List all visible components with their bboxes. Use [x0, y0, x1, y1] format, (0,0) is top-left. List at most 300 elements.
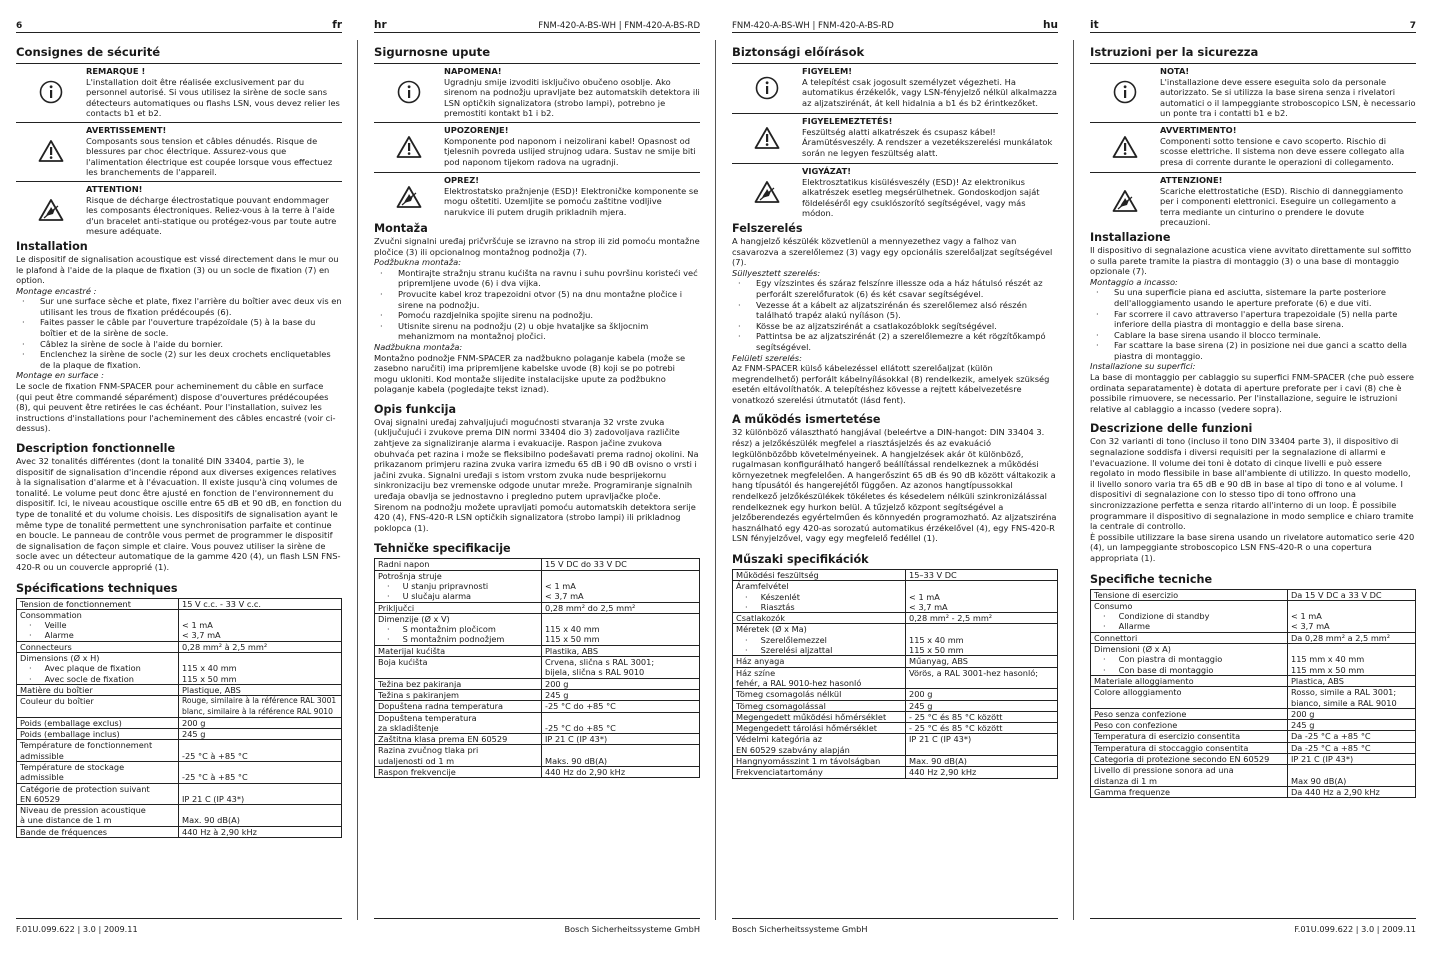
table-cell: · U stanju pripravnosti: [375, 581, 542, 591]
paragraph: A hangjelző készülék közvetlenül a mennyezethez vagy a falhoz van csavarozva a szerelőlemez (3) vagy egy opcionális szerelőaljzat segítségével (7).: [732, 235, 1053, 268]
footer-doc-id: F.01U.099.622 | 3.0 | 2009.11: [1294, 924, 1416, 934]
table-row: [17, 826, 342, 837]
table-cell: Frekvenciatartomány: [733, 767, 906, 778]
list-item: · Su una superficie piana ed asciutta, sistemare la parte posteriore dell'alloggiamento usando le aperture preforate (6) e due viti.: [1090, 287, 1416, 308]
warning-triangle-icon: [16, 125, 86, 178]
table-row: [1091, 632, 1416, 643]
table-cell: 245 g: [1288, 720, 1416, 731]
table-cell: < 1 mA: [1288, 611, 1416, 621]
table-row: [375, 745, 700, 767]
table-cell: [906, 581, 1058, 592]
table-cell: Categoria di protezione secondo EN 60529: [1091, 754, 1288, 765]
table-cell: 115 x 40 mm: [542, 624, 700, 634]
subheading: Installazione su superfici:: [1090, 361, 1196, 372]
list-item: · Faites passer le câble par l'ouverture trapézoïdale (5) à la base du boîtier et de la sirène de socle.: [16, 317, 342, 338]
section-title-safety: Istruzioni per la sicurezza: [1090, 45, 1259, 59]
table-cell: Rosso, simile a RAL 3001; bianco, simile a RAL 9010: [1288, 687, 1416, 709]
table-row: [1091, 786, 1416, 797]
table-cell: Težina s pakiranjem: [375, 689, 542, 700]
notice-title: REMARQUE !: [86, 66, 146, 76]
bullet-list: [732, 278, 1058, 352]
table-row: [733, 656, 1058, 667]
warning-triangle-icon: [374, 125, 444, 169]
table-cell: 0,28 mm² à 2,5 mm²: [179, 641, 342, 652]
notice-note: [1090, 63, 1416, 119]
list-item: · Egy vízszintes és száraz felszínre illessze oda a ház hátulsó részét az perforált szerelőfuratok (6) és két csavar segítségével.: [732, 278, 1058, 299]
paragraph: Le socle de fixation FNM-SPACER pour acheminement du câble en surface (qui peut être commandé séparément) dispose d'ouvertures prédécoupées (8), qui peuvent être retirées le cas échéant. Pour l'installation, suivez les instructions d'installations pour l'acheminement des câbles encastré (voir ci-dessus).: [16, 381, 336, 434]
table-cell: Potrošnja struje: [375, 570, 542, 581]
table-row: [1091, 665, 1416, 676]
list-item: · Provucite kabel kroz trapezoidni otvor (5) na dnu montažne pločice i sirene na podnožju.: [374, 289, 700, 310]
table-row: [17, 653, 342, 664]
table-cell: 115 mm x 50 mm: [1288, 665, 1416, 676]
section-title-description: Description fonctionnelle: [16, 442, 176, 455]
specs-table: [732, 569, 1058, 779]
paragraph: Le dispositif de signalisation acoustique est vissé directement dans le mur ou le plafond à l'aide de la plaque de fixation (3) ou un socle de fixation (7) en option.: [16, 253, 339, 286]
bullet-list: [374, 268, 700, 342]
info-icon: [16, 66, 86, 119]
table-cell: Poids (emballage exclus): [17, 717, 179, 728]
paragraph: Il dispositivo di segnalazione acustica viene avvitato direttamente sul soffitto o sulla parete tramite la piastra di montaggio (3) o una base di montaggio opzionale (7).: [1090, 244, 1412, 277]
list-item: · Câblez la sirène de socle à l'aide du bornier.: [16, 339, 342, 350]
notice-title: FIGYELEM!: [802, 66, 853, 76]
table-cell: Műanyag, ABS: [906, 656, 1058, 667]
notice-text: Komponente pod naponom i neizolirani kabel! Opasnost od tjelesnih povreda uslijed strujnog udara. Sustav ne smije biti pod naponom tijekom radova na ugradnji.: [444, 135, 696, 167]
section-title-description: Opis funkcija: [374, 402, 456, 416]
notice-text: A telepítést csak jogosult személyzet végezheti. Ha automatikus érzékelők, vagy LSN-fényjelző nélkül alkalmazza az aljzatszirénát, át kell hidalnia a b1 és b2 érintkezőket.: [802, 76, 1057, 108]
list-item: · Utisnite sirenu na podnožju (2) u obje hvataljke sa škljocnim mehanizmom na montažnoj pločici.: [374, 321, 700, 342]
column-it: [1090, 14, 1416, 942]
table-row: [17, 598, 342, 609]
column-divider: [357, 40, 358, 920]
table-cell: Poids (emballage inclus): [17, 729, 179, 740]
model-numbers: FNM-420-A-BS-WH | FNM-420-A-BS-RD: [732, 21, 894, 31]
table-row: [17, 805, 342, 827]
notice-title: NOTA!: [1160, 66, 1190, 76]
table-cell: < 1 mA: [906, 592, 1058, 602]
table-cell: · S montažnim pločicom: [375, 624, 542, 634]
table-cell: Tension de fonctionnement: [17, 598, 179, 609]
table-row: [17, 729, 342, 740]
table-cell: -25 °C do +85 °C: [542, 712, 700, 734]
table-cell: Peso senza confezione: [1091, 708, 1288, 719]
table-cell: Áramfelvétel: [733, 581, 906, 592]
table-cell: Crvena, slična s RAL 3001; bijela, slična s RAL 9010: [542, 657, 700, 679]
table-row: [375, 657, 700, 679]
table-row: [733, 592, 1058, 602]
table-row: [733, 689, 1058, 700]
subheading: Montage en surface :: [16, 370, 104, 381]
table-row: [733, 645, 1058, 656]
table-cell: Gamma frequenze: [1091, 786, 1288, 797]
table-cell: [1288, 644, 1416, 655]
table-cell: 115 x 50 mm: [542, 634, 700, 645]
table-row: [1091, 742, 1416, 753]
table-cell: · Riasztás: [733, 602, 906, 613]
table-cell: IP 21 C (IP 43*): [179, 783, 342, 805]
table-row: [375, 678, 700, 689]
language-code: hu: [1043, 19, 1058, 31]
info-icon: [374, 66, 444, 119]
esd-warning-icon: [732, 166, 802, 219]
subheading: Montage encastré :: [16, 285, 97, 296]
table-cell: Température de fonctionnement admissible: [17, 740, 179, 762]
table-cell: [542, 570, 700, 581]
table-cell: [542, 613, 700, 624]
table-cell: 15 V c.c. - 33 V c.c.: [179, 598, 342, 609]
table-cell: Dopuštena temperatura za skladištenje: [375, 712, 542, 734]
table-cell: Radni napon: [375, 559, 542, 570]
table-cell: Dopuštena radna temperatura: [375, 701, 542, 712]
table-cell: Niveau de pression acoustique à une distance de 1 m: [17, 805, 179, 827]
table-cell: 115 mm x 40 mm: [1288, 654, 1416, 664]
table-row: [375, 634, 700, 645]
paragraph: Sirenom na podnožju možete upravljati pomoću automatskih detektora serije 420 (4), FNS-420-R LSN optičkih signalizatora (strobo lampi) ili prikladnog poklopca (1).: [374, 501, 696, 533]
table-cell: [179, 653, 342, 664]
table-cell: Température de stockage admissible: [17, 761, 179, 783]
notice-title: AVERTISSEMENT!: [86, 124, 167, 135]
notice-caution: [1090, 172, 1416, 228]
table-cell: Megengedett működési hőmérséklet: [733, 711, 906, 722]
table-row: [375, 613, 700, 624]
paragraph: Montažno podnožje FNM-SPACER za nadžbukno polaganje kabela (može se zasebno naručiti) ima pripremljene kabelske uvode (8) koji se po potrebi mogu ukloniti. Kod montaže slijedite instalacijske upute za podžbukno polaganje kabela (pogledajte tekst iznad).: [374, 352, 686, 395]
table-cell: 200 g: [906, 689, 1058, 700]
paragraph: 32 különböző választható hangjával (beleértve a DIN-hangot: DIN 33404 3. rész) a jelzőkészülék megfelel a riasztásjelzés és az evakuáció legkülönbözőbb követelményeinek. A hangjelzések akár öt különböző, rugalmasan konfigurálható hangerő beállítással rendelkeznek a működési környezetnek megfelelően. A hangerőszint 65 dB és 90 dB között váltakozik a hang típusától és hangerejétől függően. Az azonos hangtípussokkal rendelkező jelzőkészülékek tökéletes és késedelem nélküli szinkronizálással rendelkeznek egy hurkon belül. A tűzjelző központ segítségével a jelzőberendezés egyértelműen és könnyedén programozható. Az aljzatsziréna használható egy 420-as sorozatú automatikus érzékelővel (4), egy FNS-420-R LSN fényjelzővel, vagy egy megfelelő fedéllel (1).: [732, 427, 1057, 544]
table-cell: < 3,7 mA: [1288, 621, 1416, 632]
table-row: [17, 641, 342, 652]
table-cell: Csatlakozók: [733, 613, 906, 624]
table-cell: < 1 mA: [542, 581, 700, 591]
footer-company: Bosch Sicherheitssysteme GmbH: [732, 924, 868, 934]
section-title-specs: Spécifications techniques: [16, 581, 178, 595]
model-numbers: FNM-420-A-BS-WH | FNM-420-A-BS-RD: [538, 21, 700, 31]
bullet-list: [1090, 287, 1416, 361]
table-cell: Dimensions (Ø x H): [17, 653, 179, 664]
page-footer: [16, 918, 342, 934]
table-cell: < 3,7 mA: [179, 630, 342, 641]
table-cell: 0,28 mm² do 2,5 mm²: [542, 602, 700, 613]
table-row: [17, 620, 342, 630]
table-row: [375, 701, 700, 712]
esd-warning-icon: [374, 175, 444, 219]
notice-title: FIGYELEMEZTETÉS!: [802, 116, 893, 126]
table-row: [733, 624, 1058, 635]
table-cell: Dimenzije (Ø x V): [375, 613, 542, 624]
table-cell: Raspon frekvencije: [375, 767, 542, 778]
table-cell: Max 90 dB(A): [1288, 765, 1416, 787]
table-row: [375, 581, 700, 591]
table-cell: Ház színe fehér, a RAL 9010-hez hasonló: [733, 667, 906, 689]
bullet-list: [16, 296, 342, 370]
table-cell: 200 g: [542, 678, 700, 689]
table-cell: 15 V DC do 33 V DC: [542, 559, 700, 570]
paragraph: Az FNM-SPACER külső kábelezéssel ellátott szerelőaljzat (külön megrendelhető) perforált kábelnyílásokkal (8) rendelkezik, amelyek szükség esetén eltávolíthatók. A telepítéshez kövesse a rejtett kábelvezetésre vonatkozó szerelési útmutatót (lásd fent).: [732, 363, 1050, 405]
table-row: [733, 613, 1058, 624]
table-cell: Hangnyomásszint 1 m távolságban: [733, 756, 906, 767]
table-cell: Da -25 °C a +85 °C: [1288, 742, 1416, 753]
table-row: [733, 711, 1058, 722]
subheading: Podžbukna montaža:: [374, 257, 461, 268]
table-cell: · Avec socle de fixation: [17, 674, 179, 685]
table-row: [375, 689, 700, 700]
table-row: [375, 559, 700, 570]
table-cell: Livello di pressione sonora ad una distanza di 1 m: [1091, 765, 1288, 787]
table-row: [733, 602, 1058, 613]
section-title-specs: Műszaki specifikációk: [732, 553, 869, 566]
table-row: [1091, 600, 1416, 611]
table-row: [375, 570, 700, 581]
notice-warning: [732, 113, 1058, 160]
table-cell: · Alarme: [17, 630, 179, 641]
section-title-safety: Biztonsági előírások: [732, 45, 865, 59]
info-icon: [1090, 66, 1160, 119]
notice-text: Feszültség alatti alkatrészek és csupasz kábel! Áramütésveszély. A rendszer a vezetékszerelési munkálatok során ne legyen feszültség alatt.: [802, 126, 1053, 158]
notice-title: NAPOMENA!: [444, 66, 502, 76]
table-cell: Védelmi kategória az EN 60529 szabvány alapján: [733, 734, 906, 756]
column-divider: [1073, 40, 1074, 920]
table-row: [733, 635, 1058, 645]
table-cell: 245 g: [179, 729, 342, 740]
notice-warning: [374, 122, 700, 169]
page-footer: [1090, 918, 1416, 934]
notice-text: Componenti sotto tensione e cavo scoperto. Rischio di scosse elettriche. Il sistema non deve essere collegato alla presa di corrente durante le operazioni di collegamento.: [1160, 135, 1405, 167]
paragraph: Ovaj signalni uređaj zahvaljujući mogućnosti stvaranja 32 vrste zvuka (uključujući i zvukove prema DIN normi 33404 dio 3) zadovoljava različite zahtjeve za signaliziranje alarma i evakuacije. Raspon jačine zvukova obuhvaća pet razina i može se fleksibilno podešavati prema radnoj okolini. Na prikazanom primjeru razina zvuka varira između 65 dB i 90 dB ovisno o vrsti i jačini zvuka. Signalni uređaji s istom vrstom zvuka nude besprijekornu sinkronizaciju bez vremenske odgode unutar mreže. Programiranje signalnih uređaja obavlja se jednostavno i pregledno putem upravljačke ploče.: [374, 416, 699, 502]
specs-table: [16, 598, 342, 839]
table-row: [733, 767, 1058, 778]
specs-table: [1090, 589, 1416, 799]
notice-text: Risque de décharge électrostatique pouvant endommager les composants électroniques. Reliez-vous à la terre à l'aide d'un bracelet anti-statique ou protégez-vous par toute autre mesure adéquate.: [86, 194, 337, 237]
table-cell: Bande de fréquences: [17, 826, 179, 837]
warning-triangle-icon: [1090, 125, 1160, 169]
table-row: [1091, 589, 1416, 600]
section-title-safety: Sigurnosne upute: [374, 45, 491, 59]
table-cell: IP 21 C (IP 43*): [542, 734, 700, 745]
notice-note: [732, 63, 1058, 110]
table-row: [17, 696, 342, 718]
table-cell: 440 Hz 2,90 kHz: [906, 767, 1058, 778]
language-code: fr: [332, 19, 342, 31]
table-row: [17, 684, 342, 695]
table-cell: 115 x 50 mm: [179, 674, 342, 685]
table-row: [375, 602, 700, 613]
table-cell: [1288, 600, 1416, 611]
table-cell: [906, 624, 1058, 635]
section-title-installation: Installazione: [1090, 230, 1171, 244]
list-item: · Pomoću razdjelnika spojite sirenu na podnožju.: [374, 310, 700, 321]
table-row: [17, 761, 342, 783]
subheading: Felületi szerelés:: [732, 352, 802, 363]
notice-caution: [732, 163, 1058, 219]
section-title-installation: Installation: [16, 239, 88, 253]
table-row: [17, 783, 342, 805]
table-row: [375, 645, 700, 656]
list-item: · Enclenchez la sirène de socle (2) sur les deux crochets encliquetables de la plaque de fixation.: [16, 349, 342, 370]
paragraph: Con 32 varianti di tono (incluso il tono DIN 33404 parte 3), il dispositivo di segnalazione soddisfa i diversi requisiti per la segnalazione di allarmi e l'evacuazione. Il volume dei toni è dotato di cinque livelli e può essere regolato in modo flessibile in base all'ambiente di utilizzo. In questo modello, il livello sonoro varia tra 65 dB e 90 dB in base al tipo di tono e al volume. I dispositivi di segnalazione con lo stesso tipo di tono offrono una sincronizzazione perfetta e senza ritardo all'interno di un loop. È possibile programmare il dispositivo di segnalazione in modo semplice e chiaro tramite la centrale di controllo.: [1090, 436, 1414, 532]
table-row: [1091, 621, 1416, 632]
info-icon: [732, 66, 802, 110]
table-cell: Connecteurs: [17, 641, 179, 652]
warning-triangle-icon: [732, 116, 802, 160]
table-cell: [179, 609, 342, 620]
page-footer: [374, 918, 700, 934]
table-cell: · Készenlét: [733, 592, 906, 602]
notice-text: Elektrostatsko pražnjenje (ESD)! Elektroničke komponente se mogu oštetiti. Uzemljite se pomoću zaštitne vodljive narukvice ili putem drugih prikladnih mjera.: [444, 185, 699, 217]
table-row: [733, 756, 1058, 767]
table-row: [1091, 611, 1416, 621]
notice-title: ATTENTION!: [86, 183, 143, 194]
section-title-safety: Consignes de sécurité: [16, 45, 161, 59]
table-cell: Težina bez pakiranja: [375, 678, 542, 689]
table-cell: Max. 90 dB(A): [906, 756, 1058, 767]
table-cell: -25 °C à +85 °C: [179, 761, 342, 783]
table-cell: · Con base di montaggio: [1091, 665, 1288, 676]
notice-text: Composants sous tension et câbles dénudés. Risque de blessures par choc électrique. Assurez-vous que l'alimentation électrique est coupée lorsque vous effectuez les branchements de l'appareil.: [86, 135, 333, 178]
notice-title: VIGYÁZAT!: [802, 166, 852, 176]
table-cell: 200 g: [179, 717, 342, 728]
table-row: [733, 723, 1058, 734]
table-cell: Plastica, ABS: [1288, 675, 1416, 686]
subheading: Montaggio a incasso:: [1090, 276, 1178, 287]
table-cell: Peso con confezione: [1091, 720, 1288, 731]
table-cell: Plastique, ABS: [179, 684, 342, 695]
table-cell: 115 x 40 mm: [179, 663, 342, 673]
table-cell: Méretek (Ø x Ma): [733, 624, 906, 635]
page-number: 7: [1409, 21, 1416, 31]
section-title-description: Descrizione delle funzioni: [1090, 422, 1253, 436]
footer-doc-id: F.01U.099.622 | 3.0 | 2009.11: [16, 924, 138, 934]
table-cell: · U slučaju alarma: [375, 591, 542, 602]
table-cell: 245 g: [542, 689, 700, 700]
table-cell: < 1 mA: [179, 620, 342, 630]
table-row: [733, 734, 1058, 756]
subheading: Nadžbukna montaža:: [374, 341, 463, 352]
list-item: · Far scorrere il cavo attraverso l'apertura trapezoidale (5) nella parte inferiore della piastra di montaggio e della base sirena.: [1090, 309, 1416, 330]
column-divider: [715, 40, 716, 920]
table-cell: · S montažnim podnožjem: [375, 634, 542, 645]
table-row: [1091, 644, 1416, 655]
table-cell: Temperatura di stoccaggio consentita: [1091, 742, 1288, 753]
table-cell: Zaštitna klasa prema EN 60529: [375, 734, 542, 745]
table-cell: 115 x 50 mm: [906, 645, 1058, 656]
table-cell: IP 21 C (IP 43*): [906, 734, 1058, 756]
list-item: · Far scattare la base sirena (2) in posizione nei due ganci a scatto della piastra di montaggio.: [1090, 340, 1416, 361]
esd-warning-icon: [1090, 175, 1160, 228]
list-item: · Kösse be az aljzatszirénát a csatlakozóblokk segítségével.: [732, 321, 1058, 332]
table-cell: < 3,7 mA: [542, 591, 700, 602]
table-cell: - 25 °C és 85 °C között: [906, 711, 1058, 722]
notice-title: AVVERTIMENTO!: [1160, 124, 1237, 135]
table-cell: Matière du boîtier: [17, 684, 179, 695]
table-cell: Boja kućišta: [375, 657, 542, 679]
section-title-specs: Tehničke specifikacije: [374, 542, 511, 556]
table-row: [1091, 675, 1416, 686]
paragraph: È possibile utilizzare la base sirena usando un rivelatore automatico serie 420 (4), un lampeggiante stroboscopico LSN FNS-420-R o una copertura appropriata (1).: [1090, 531, 1415, 563]
table-row: [733, 570, 1058, 581]
column-fr: [16, 14, 342, 942]
table-cell: Dimensioni (Ø x A): [1091, 644, 1288, 655]
page-header: [1090, 14, 1416, 33]
notice-text: Scariche elettrostatiche (ESD). Rischio di danneggiamento per i componenti elettronici. Eseguire un collegamento a terra mediante un cinturino o prendere le dovute precauzioni.: [1160, 185, 1404, 228]
table-cell: Razina zvučnog tlaka pri udaljenosti od 1 m: [375, 745, 542, 767]
table-cell: Catégorie de protection suivant EN 60529: [17, 783, 179, 805]
table-cell: - 25 °C és 85 °C között: [906, 723, 1058, 734]
table-row: [1091, 687, 1416, 709]
specs-table: [374, 558, 700, 778]
table-row: [17, 717, 342, 728]
table-cell: 440 Hz do 2,90 kHz: [542, 767, 700, 778]
paragraph: Avec 32 tonalités différentes (dont la tonalité DIN 33404, partie 3), le dispositif de signalisation d'incendie répond aux diverses exigences relatives à la signalisation d'alarme et à l'évacuation. Il existe jusqu'à cinq volumes de tonalité. Le volume peut donc être ajusté en fonction de l'environnement du dispositif. Ici, le niveau acoustique oscille entre 65 dB et 90 dB, en fonction du type de tonalité et du volume choisis. Les dispositifs de signalisation ayant le même type de tonalité permettent une synchronisation parfaite et continue en boucle. Le panneau de contrôle vous permet de programmer le dispositif de signalisation de façon simple et claire. Vous pouvez utiliser la sirène de socle avec un détecteur automatique de la gamme 420 (4), un flash LSN FNS-420-R ou un couvercle approprié (1).: [16, 456, 342, 572]
table-row: [375, 624, 700, 634]
table-cell: · Veille: [17, 620, 179, 630]
table-row: [17, 740, 342, 762]
table-row: [17, 609, 342, 620]
table-cell: -25 °C do +85 °C: [542, 701, 700, 712]
table-cell: · Allarme: [1091, 621, 1288, 632]
table-cell: Priključci: [375, 602, 542, 613]
notice-note: [374, 63, 700, 119]
table-row: [1091, 731, 1416, 742]
notice-title: OPREZ!: [444, 174, 479, 185]
table-row: [1091, 708, 1416, 719]
notice-text: L'installazione deve essere eseguita solo da personale autorizzato. Se si utilizza la base sirena senza i rivelatori automatici o il lampeggiante stroboscopico LSN, è necessario un ponte tra i contatti b1 e b2.: [1160, 76, 1416, 119]
table-cell: Rouge, similaire à la référence RAL 3001 blanc, similaire à la référence RAL 9010: [179, 696, 342, 718]
page-footer: [732, 918, 1058, 934]
section-title-installation: Felszerelés: [732, 221, 803, 235]
table-cell: 200 g: [1288, 708, 1416, 719]
paragraph: Zvučni signalni uređaj pričvršćuje se izravno na strop ili zid pomoću montažne pločice (3) ili opcionalnog montažnog podnožja (7).: [374, 235, 700, 257]
table-row: [733, 700, 1058, 711]
table-row: [1091, 654, 1416, 664]
page-header: [16, 14, 342, 33]
paragraph: La base di montaggio per cablaggio su superfici FNM-SPACER (che può essere ordinata separatamente) è dotata di aperture preforate per i cavi (8) che è possibile rimuovere, se necessario. Per l'installazione, seguire le istruzioni relative al cablaggio a incasso (vedere sopra).: [1090, 372, 1414, 414]
list-item: · Pattintsa be az aljzatszirénát (2) a szerelőlemezre a két rögzítőkampó segítségével.: [732, 331, 1058, 352]
table-row: [375, 734, 700, 745]
table-cell: Megengedett tárolási hőmérséklet: [733, 723, 906, 734]
table-cell: 245 g: [906, 700, 1058, 711]
list-item: · Montirajte stražnju stranu kućišta na ravnu i suhu površinu koristeći već pripremljene uvode (6) i dva vijka.: [374, 268, 700, 289]
list-item: · Cablare la base sirena usando il blocco terminale.: [1090, 330, 1416, 341]
table-cell: 0,28 mm² - 2,5 mm²: [906, 613, 1058, 624]
table-cell: Consumo: [1091, 600, 1288, 611]
notice-text: Ugradnju smije izvoditi isključivo obučeno osoblje. Ako sirenom na podnožju upravljate bez automatskih detektora ili LSN optičkih signalizatora (strobo lampi), potrebno je premostiti kontakt b1 i b2.: [444, 76, 700, 119]
notice-caution: [16, 181, 342, 237]
esd-warning-icon: [16, 184, 86, 237]
table-row: [17, 674, 342, 685]
table-row: [17, 663, 342, 673]
table-row: [733, 581, 1058, 592]
table-cell: Da 15 V DC a 33 V DC: [1288, 589, 1416, 600]
table-row: [733, 667, 1058, 689]
notice-warning: [16, 122, 342, 178]
table-cell: · Szerelési aljzattal: [733, 645, 906, 656]
table-cell: Consommation: [17, 609, 179, 620]
list-item: · Vezesse át a kábelt az aljzatszirénán és szerelőlemez alsó részén található trapéz alakú nyíláson (5).: [732, 300, 1058, 321]
table-cell: Temperatura di esercizio consentita: [1091, 731, 1288, 742]
section-title-installation: Montaža: [374, 221, 428, 235]
table-row: [375, 712, 700, 734]
table-cell: · Szerelőlemezzel: [733, 635, 906, 645]
table-cell: Materijal kućišta: [375, 645, 542, 656]
list-item: · Sur une surface sèche et plate, fixez l'arrière du boîtier avec deux vis en utilisant les trous de fixation prédécoupés (6).: [16, 296, 342, 317]
notice-note: [16, 63, 342, 119]
table-cell: Ház anyaga: [733, 656, 906, 667]
table-row: [375, 767, 700, 778]
table-cell: IP 21 C (IP 43*): [1288, 754, 1416, 765]
notice-caution: [374, 172, 700, 219]
table-cell: Da 0,28 mm² a 2,5 mm²: [1288, 632, 1416, 643]
section-title-description: A működés ismertetése: [732, 413, 881, 427]
table-cell: Tensione di esercizio: [1091, 589, 1288, 600]
